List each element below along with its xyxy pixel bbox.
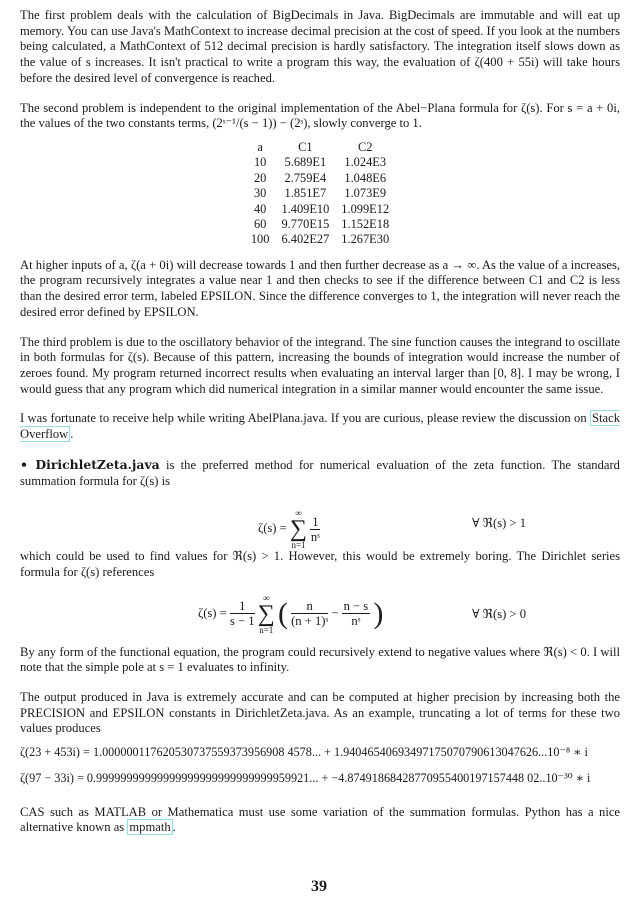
sum-upper-limit: ∞ <box>263 592 270 603</box>
close-paren: ) <box>373 596 384 630</box>
eq2-term2 <box>342 599 371 628</box>
cell-c1: 5.689E1 <box>284 155 327 170</box>
cell-c2: 1.048E6 <box>344 170 387 185</box>
cell-c2: 1.267E30 <box>341 232 390 247</box>
sum-sigma: ∑ <box>289 516 308 543</box>
paragraph-functional-equation: By any form of the functional equation, the program could recursively extend to negative values where ℜ(s) < 0. I will note that the simple pole at s = 1 evaluates to infinity. <box>20 644 620 675</box>
cas-text-end: . <box>172 820 176 835</box>
help-text-end: . <box>70 427 74 442</box>
help-text: I was fortunate to receive help while writing AbelPlana.java. If you are curious, please review the discussion on <box>20 411 591 426</box>
cell-c1: 1.851E7 <box>284 186 327 201</box>
table-row <box>245 186 395 201</box>
eq2-term2-denominator: nˢ <box>351 614 361 629</box>
stack-overflow-link[interactable]: Stack Overflow <box>20 411 620 442</box>
eq2-coef-denominator: s − 1 <box>229 614 255 629</box>
col-header-a: a <box>257 139 263 154</box>
table-row <box>245 232 395 247</box>
cell-a: 60 <box>253 216 267 231</box>
eq2-lhs <box>198 593 383 635</box>
paragraph-convergence: At higher inputs of a, ζ(a + 0i) will decrease towards 1 and then further decrease as a → ∞. As the value of a increases, the program recursively integrates a value near 1 and then checks to see if the difference between C1 and C2 is less than the desired error term, labeled EPSILON. Since the difference converges to 1, the integration will never reach the desired error defined by EPSILON. <box>20 257 620 319</box>
eq2-zeta: ζ(s) = <box>198 605 227 620</box>
sum-lower-limit: n=1 <box>291 540 306 551</box>
cell-c2: 1.099E12 <box>341 201 390 216</box>
zeta-value-2: ζ(97 − 33i) = 0.99999999999999999999999999999959921... + −4.87491868428770955400197157448 02..10⁻³⁰ ∗ i <box>20 770 591 785</box>
paragraph-help <box>20 411 620 442</box>
eq1-condition: ∀ ℜ(s) > 1 <box>472 516 526 531</box>
eq1-fraction <box>310 515 320 544</box>
cell-c1: 1.409E10 <box>281 201 330 216</box>
cell-a: 40 <box>253 201 267 216</box>
paragraph-cas <box>20 805 620 836</box>
cell-c1: 2.759E4 <box>284 170 327 185</box>
equation-zeta-sum <box>20 493 620 551</box>
table-row <box>245 155 395 170</box>
sum-lower-limit: n=1 <box>259 624 274 635</box>
cell-c2: 1.152E18 <box>341 216 390 231</box>
table-row <box>245 217 395 232</box>
convergence-table <box>245 140 395 248</box>
summation-symbol <box>258 593 275 635</box>
eq1-lhs <box>258 508 320 550</box>
table-row <box>245 202 395 217</box>
page-number: 39 <box>311 878 327 895</box>
cell-c2: 1.024E3 <box>344 155 387 170</box>
equation-dirichlet-series <box>20 585 620 635</box>
document-page <box>20 8 620 850</box>
eq1-lhs-text: ζ(s) = <box>258 521 287 536</box>
col-header-c1: C1 <box>298 139 313 154</box>
mpmath-link[interactable]: mpmath <box>129 820 171 835</box>
eq2-term1-numerator: n <box>291 599 328 614</box>
table-row <box>245 171 395 186</box>
dirichlet-heading: • DirichletZeta.java <box>20 456 160 472</box>
col-header-c2: C2 <box>357 139 373 154</box>
dirichlet-text: is the preferred method for numerical evaluation of the zeta function. The standard summation formula for ζ(s) is <box>20 457 620 488</box>
cell-c1: 9.770E15 <box>281 216 330 231</box>
zeta-value-1: ζ(23 + 453i) = 1.000000117620530737559373956908 4578... + 1.94046540693497175070790613047626...10⁻⁸ ∗ i <box>20 745 588 760</box>
cell-a: 20 <box>253 170 267 185</box>
paragraph-oscillation: The third problem is due to the oscillatory behavior of the integrand. The sine function causes the integrand to oscillate in both formulas for ζ(s). Because of this pattern, increasing the bounds of integration would increase the number of zeroes found. My program returned incorrect results when evaluating an interval larger than [0, 8]. I may be wrong, I would guess that any program which did numerical integration in a similar manner would encounter the same issue. <box>20 334 620 396</box>
paragraph-dirichlet <box>20 457 620 489</box>
paragraph-output: The output produced in Java is extremely accurate and can be computed at higher precision by increasing both the PRECISION and EPSILON constants in DirichletZeta.java. As an example, truncating a lot of terms for these two values produces <box>20 690 620 736</box>
eq2-minus: − <box>331 605 339 620</box>
eq1-numerator: 1 <box>312 514 319 529</box>
sum-sigma: ∑ <box>257 600 275 627</box>
cell-c1: 6.402E27 <box>281 232 330 247</box>
eq2-coefficient <box>230 599 255 628</box>
open-paren: ( <box>277 596 288 630</box>
cell-a: 10 <box>253 155 267 170</box>
eq1-denominator: nˢ <box>310 529 320 544</box>
cas-text: CAS such as MATLAB or Mathematica must use some variation of the summation formulas. Python has a nice alternative known as <box>20 804 620 835</box>
paragraph-bigdecimal: The first problem deals with the calculation of BigDecimals in Java. BigDecimals are immutable and will eat up memory. You can use Java's MathContext to increase decimal precision at the cost of speed. If you look at the numbers being calculated, a MathContext of 512 decimal precision is hardly satisfactory. The integration itself slows down as the value of s increases. It isn't practical to write a program this way, the evaluation of ζ(400 + 55i) will take hours before the desired level of convergence is reached. <box>20 8 620 85</box>
cell-a: 100 <box>250 232 270 247</box>
table-header-row <box>245 140 395 155</box>
eq2-term1 <box>291 599 328 628</box>
summation-symbol <box>290 508 307 550</box>
paragraph-boring: which could be used to find values for ℜ(s) > 1. However, this would be extremely boring. The Dirichlet series formula for ζ(s) references <box>20 549 620 579</box>
eq2-term1-denominator: (n + 1)ˢ <box>291 614 329 629</box>
eq2-coef-numerator: 1 <box>230 599 255 614</box>
cell-a: 30 <box>253 186 267 201</box>
cell-c2: 1.073E9 <box>344 186 387 201</box>
eq2-term2-numerator: n − s <box>343 599 369 614</box>
sum-upper-limit: ∞ <box>295 508 302 519</box>
eq2-condition: ∀ ℜ(s) > 0 <box>472 606 526 621</box>
paragraph-abel-plana: The second problem is independent to the original implementation of the Abel−Plana formula for ζ(s). For s = a + 0i, the values of the two constants terms, (2ˢ⁻¹/(s − 1)) − (2ˢ), slowly converge to 1. <box>20 100 620 131</box>
